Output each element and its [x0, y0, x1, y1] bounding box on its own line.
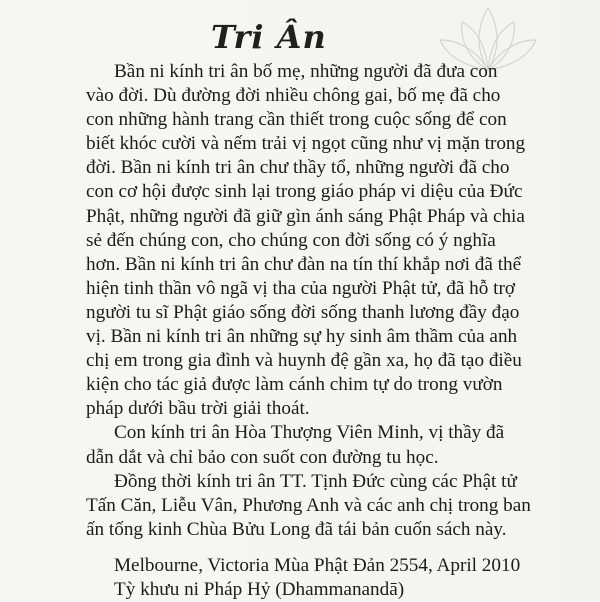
text-line: Bần ni kính tri ân bố mẹ, những người đã đưa con — [114, 61, 498, 82]
text-line: chị em trong gia đình và huynh đệ gần xa, họ đã tạo điều — [86, 350, 522, 372]
paragraph-gratitude-teacher — [86, 421, 560, 469]
text-line: vị. Bần ni kính tri ân những sự hy sinh âm thầm của anh — [86, 326, 518, 348]
text-line: Tấn Căn, Liễu Vân, Phương Anh và các anh chị trong ban — [86, 494, 531, 516]
body-text — [86, 60, 560, 602]
signature-block — [86, 554, 560, 602]
text-line: dẫn dắt và chỉ bảo con suốt con đường tu học. — [86, 446, 439, 468]
signature-place-date: Melbourne, Victoria Mùa Phật Đản 2554, April 2010 — [114, 554, 521, 576]
text-line: đời. Bần ni kính tri ân chư thầy tổ, những người đã cho — [86, 157, 510, 179]
text-line: con cơ hội được sinh lại trong giáo pháp vi diệu của Đức — [86, 181, 523, 203]
text-line: ấn tống kinh Chùa Bửu Long đã tái bản cuốn sách này. — [86, 518, 507, 540]
text-line: biết khóc cười và nếm trải vị ngọt cũng như vị mặn trong — [86, 133, 526, 155]
text-line: con những hành trang cần thiết trong cuộc sống để con — [86, 109, 507, 131]
paragraph-gratitude-family — [86, 60, 560, 421]
signature-author: Tỳ khưu ni Pháp Hỷ (Dhammanandā) — [114, 578, 405, 600]
text-line: kiện cho tác giả được làm cánh chim tự do trong vườn — [86, 374, 503, 396]
text-line: Phật, những người đã giữ gìn ánh sáng Phật Pháp và chia — [86, 205, 525, 227]
text-line: Con kính tri ân Hòa Thượng Viên Minh, vị thầy đã — [114, 422, 505, 444]
paragraph-gratitude-publishers — [86, 470, 560, 542]
text-line: pháp dưới bầu trời giải thoát. — [86, 398, 310, 420]
text-line: hơn. Bần ni kính tri ân chư đàn na tín thí khắp nơi đã thể — [86, 253, 522, 275]
text-line: người tu sĩ Phật giáo sống đời sống thanh lương đầy đạo — [86, 301, 520, 323]
text-line: sẻ đến chúng con, cho chúng con đời sống có ý nghĩa — [86, 229, 496, 251]
text-line: hiện tinh thần vô ngã vị tha của người Phật tử, đã hỗ trợ — [86, 277, 516, 299]
text-line: Đồng thời kính tri ân TT. Tịnh Đức cùng các Phật tử — [114, 470, 517, 492]
page-title: Tri Ân — [211, 18, 327, 56]
text-line: vào đời. Dù đường đời nhiều chông gai, bố mẹ đã cho — [86, 85, 501, 107]
